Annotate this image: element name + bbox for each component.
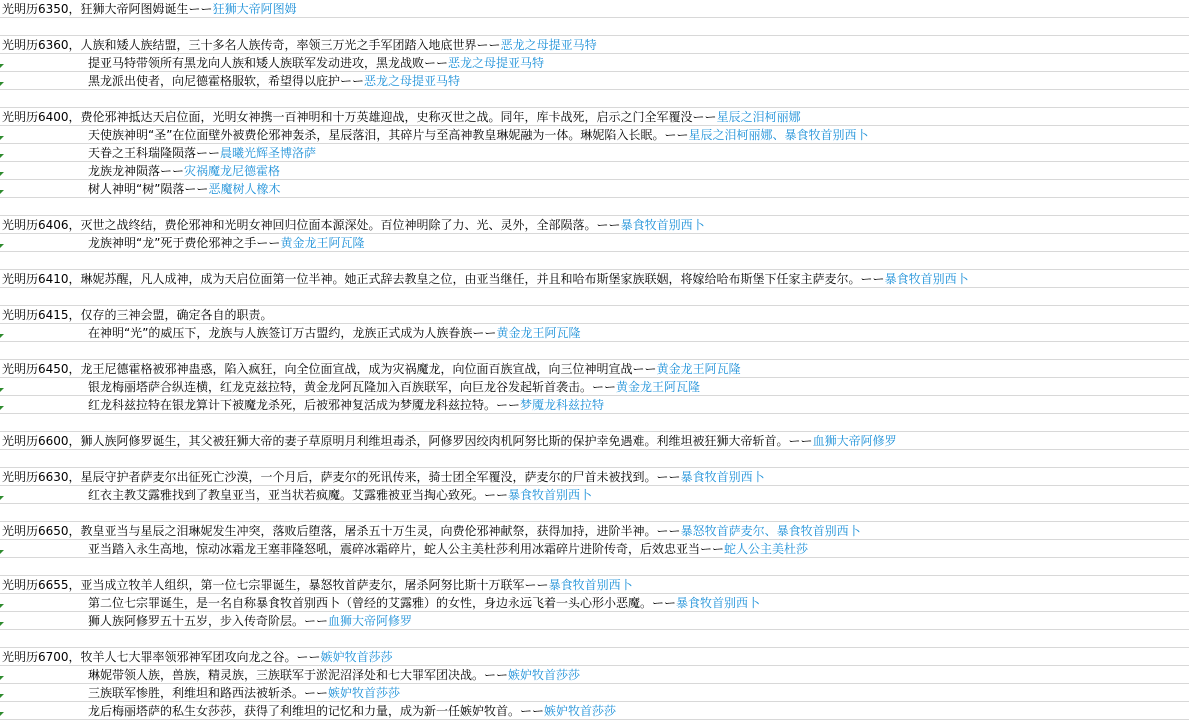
row-content <box>2 468 765 486</box>
character-link[interactable]: 黄金龙王阿瓦隆 <box>616 380 701 394</box>
cell-comment-marker-icon <box>0 82 4 86</box>
year-label: 光明历6415， <box>2 308 81 322</box>
timeline-row[interactable] <box>0 432 1189 450</box>
blank-row[interactable] <box>0 90 1189 108</box>
character-link[interactable]: 暴食牧首别西卜 <box>676 596 761 610</box>
timeline-row[interactable] <box>0 324 1189 342</box>
character-link[interactable]: 暴食牧首别西卜 <box>548 578 633 592</box>
row-content <box>2 576 633 594</box>
event-text: 人族和矮人族结盟，三十多名人族传奇，率领三万光之手军团踏入地底世界ーー <box>80 38 501 52</box>
row-content <box>88 144 316 162</box>
character-link[interactable]: 暴食牧首别西卜 <box>680 470 765 484</box>
row-content <box>2 360 741 378</box>
row-content <box>2 0 297 18</box>
row-content <box>88 180 280 198</box>
event-text: 在神明“光”的威压下，龙族与人族签订万古盟约，龙族正式成为人族眷族ーー <box>88 326 497 340</box>
year-label: 光明历6600， <box>2 434 81 448</box>
character-link[interactable]: 黄金龙王阿瓦隆 <box>656 362 741 376</box>
year-label: 光明历6360， <box>2 38 81 52</box>
event-text: 琳妮带领人族，兽族，精灵族，三族联军于淤泥沼泽处和七大罪军团决战。ーー <box>88 668 509 682</box>
character-link[interactable]: 星辰之泪柯丽娜 <box>716 110 801 124</box>
blank-row[interactable] <box>0 630 1189 648</box>
year-label: 光明历6350， <box>2 2 81 16</box>
event-text: 第二位七宗罪诞生，是一名自称暴食牧首别西卜（曾经的艾露雅）的女性，身边永远飞着一头心形小恶魔。ーー <box>88 596 677 610</box>
year-label: 光明历6700， <box>2 650 81 664</box>
timeline-row[interactable] <box>0 126 1189 144</box>
timeline-row[interactable] <box>0 468 1189 486</box>
row-content <box>88 324 580 342</box>
row-content <box>88 594 760 612</box>
event-text: 狮人族阿修罗五十五岁，步入传奇阶层。ーー <box>88 614 329 628</box>
timeline-row[interactable] <box>0 144 1189 162</box>
character-link[interactable]: 血狮大帝阿修罗 <box>328 614 413 628</box>
cell-comment-marker-icon <box>0 712 4 716</box>
cell-comment-marker-icon <box>0 496 4 500</box>
blank-row[interactable] <box>0 450 1189 468</box>
character-link[interactable]: 梦魇龙科兹拉特 <box>520 398 605 412</box>
row-content <box>88 702 616 720</box>
year-label: 光明历6450， <box>2 362 81 376</box>
row-content <box>88 162 280 180</box>
row-content <box>2 648 393 666</box>
blank-row[interactable] <box>0 18 1189 36</box>
character-link[interactable]: 嫉妒牧首莎莎 <box>320 650 393 664</box>
timeline-row[interactable] <box>0 702 1189 720</box>
timeline-row[interactable] <box>0 216 1189 234</box>
timeline-row[interactable] <box>0 594 1189 612</box>
event-text: 银龙梅丽塔萨合纵连横，红龙克兹拉特，黄金龙阿瓦隆加入百族联军，向巨龙谷发起斩首袭击。ーー <box>88 380 617 394</box>
event-text: 亚当成立牧羊人组织，第一位七宗罪诞生，暴怒牧首萨麦尔，屠杀阿努比斯十万联军ーー <box>80 578 549 592</box>
character-link[interactable]: 暴食牧首别西卜 <box>508 488 593 502</box>
character-link[interactable]: 灾祸魔龙尼德霍格 <box>184 164 281 178</box>
timeline-row[interactable] <box>0 234 1189 252</box>
blank-row[interactable] <box>0 198 1189 216</box>
event-text: 红龙科兹拉特在银龙算计下被魔龙杀死，后被邪神复活成为梦魇龙科兹拉特。ーー <box>88 398 521 412</box>
blank-row[interactable] <box>0 414 1189 432</box>
row-content <box>2 216 705 234</box>
event-text: 灭世之战终结，费伦邪神和光明女神回归位面本源深处。百位神明除了力、光、灵外，全部陨落。ーー <box>80 218 621 232</box>
character-link[interactable]: 恶龙之母提亚马特 <box>448 56 545 70</box>
event-text: 龙族神明“龙”死于费伦邪神之手ーー <box>88 236 281 250</box>
character-link[interactable]: 嫉妒牧首莎莎 <box>328 686 401 700</box>
cell-comment-marker-icon <box>0 550 4 554</box>
timeline-row[interactable] <box>0 54 1189 72</box>
row-content <box>88 612 412 630</box>
cell-comment-marker-icon <box>0 190 4 194</box>
cell-comment-marker-icon <box>0 676 4 680</box>
cell-comment-marker-icon <box>0 136 4 140</box>
event-text: 狮人族阿修罗诞生，其父被狂狮大帝的妻子草原明月利维坦毒杀，阿修罗因绞肉机阿努比斯的保护幸免遇难。利维坦被狂狮大帝斩首。ーー <box>80 434 813 448</box>
row-content <box>88 396 604 414</box>
timeline-row[interactable] <box>0 108 1189 126</box>
timeline-row[interactable] <box>0 72 1189 90</box>
timeline-row[interactable] <box>0 522 1189 540</box>
event-text: 仅存的三神会盟，确定各自的职责。 <box>80 308 273 322</box>
blank-row[interactable] <box>0 252 1189 270</box>
event-text: 龙族龙神陨落ーー <box>88 164 185 178</box>
event-text: 亚当踏入永生高地，惊动冰霜龙王塞菲隆怒吼，震碎冰霜碎片，蛇人公主美杜莎利用冰霜碎片进阶传奇，后效忠亚当ーー <box>88 542 725 556</box>
event-text: 天使族神明“圣”在位面壁外被费伦邪神轰杀，星辰落泪，其碎片与至高神教皇琳妮融为一体。琳妮陷入长眠。ーー <box>88 128 689 142</box>
row-content <box>88 54 544 72</box>
cell-comment-marker-icon <box>0 622 4 626</box>
row-content <box>88 126 868 144</box>
row-content <box>2 270 969 288</box>
timeline-row[interactable] <box>0 540 1189 558</box>
event-text: 教皇亚当与星辰之泪琳妮发生冲突，落败后堕落，屠杀五十万生灵，向费伦邪神献祭，获得加持，进阶半神。ーー <box>80 524 681 538</box>
timeline-row[interactable] <box>0 396 1189 414</box>
cell-comment-marker-icon <box>0 172 4 176</box>
event-text: 天眷之王科瑞隆陨落ーー <box>88 146 221 160</box>
character-link[interactable]: 暴食牧首别西卜 <box>620 218 705 232</box>
timeline-row[interactable] <box>0 486 1189 504</box>
timeline-row[interactable] <box>0 378 1189 396</box>
event-text: 红衣主教艾露雅找到了教皇亚当，亚当状若疯魔。艾露雅被亚当掏心致死。ーー <box>88 488 509 502</box>
character-link[interactable]: 星辰之泪柯丽娜、暴食牧首别西卜 <box>688 128 869 142</box>
event-text: 龙后梅丽塔萨的私生女莎莎，获得了利维坦的记忆和力量，成为新一任嫉妒牧首。ーー <box>88 704 545 718</box>
row-content <box>2 108 801 126</box>
character-link[interactable]: 暴食牧首别西卜 <box>884 272 969 286</box>
timeline-row[interactable] <box>0 684 1189 702</box>
row-content <box>88 486 592 504</box>
cell-comment-marker-icon <box>0 244 4 248</box>
year-label: 光明历6406， <box>2 218 81 232</box>
character-link[interactable]: 晨曦光辉圣博洛萨 <box>220 146 317 160</box>
character-link[interactable]: 血狮大帝阿修罗 <box>812 434 897 448</box>
row-content <box>2 522 861 540</box>
timeline-row[interactable] <box>0 612 1189 630</box>
year-label: 光明历6410， <box>2 272 81 286</box>
timeline-row[interactable] <box>0 36 1189 54</box>
event-text: 琳妮苏醒，凡人成神，成为天启位面第一位半神。她正式辞去教皇之位，由亚当继任，并且和哈布斯堡家族联姻，将嫁给哈布斯堡下任家主萨麦尔。ーー <box>80 272 885 286</box>
row-content <box>2 306 273 324</box>
timeline-row[interactable] <box>0 270 1189 288</box>
row-content <box>88 72 460 90</box>
character-link[interactable]: 恶龙之母提亚马特 <box>500 38 597 52</box>
timeline-row[interactable] <box>0 576 1189 594</box>
timeline-row[interactable] <box>0 648 1189 666</box>
character-link[interactable]: 暴怒牧首萨麦尔、暴食牧首别西卜 <box>680 524 861 538</box>
year-label: 光明历6655， <box>2 578 81 592</box>
row-content <box>88 540 808 558</box>
character-link[interactable]: 嫉妒牧首莎莎 <box>508 668 581 682</box>
blank-row[interactable] <box>0 288 1189 306</box>
row-content <box>88 684 400 702</box>
event-text: 狂狮大帝阿图姆诞生ーー <box>80 2 213 16</box>
row-content <box>2 36 597 54</box>
blank-row[interactable] <box>0 504 1189 522</box>
character-link[interactable]: 狂狮大帝阿图姆 <box>212 2 297 16</box>
cell-comment-marker-icon <box>0 406 4 410</box>
blank-row[interactable] <box>0 342 1189 360</box>
cell-comment-marker-icon <box>0 388 4 392</box>
character-link[interactable]: 蛇人公主美杜莎 <box>724 542 809 556</box>
cell-comment-marker-icon <box>0 154 4 158</box>
character-link[interactable]: 恶魔树人橡木 <box>208 182 281 196</box>
row-content <box>2 432 897 450</box>
event-text: 黑龙派出使者，向尼德霍格服软，希望得以庇护ーー <box>88 74 365 88</box>
event-text: 树人神明“树”陨落ーー <box>88 182 209 196</box>
row-content <box>88 378 700 396</box>
cell-comment-marker-icon <box>0 334 4 338</box>
row-content <box>88 666 580 684</box>
timeline-row[interactable] <box>0 162 1189 180</box>
year-label: 光明历6400， <box>2 110 81 124</box>
character-link[interactable]: 嫉妒牧首莎莎 <box>544 704 617 718</box>
character-link[interactable]: 恶龙之母提亚马特 <box>364 74 461 88</box>
character-link[interactable]: 黄金龙王阿瓦隆 <box>496 326 581 340</box>
cell-comment-marker-icon <box>0 694 4 698</box>
row-content <box>88 234 364 252</box>
timeline-row[interactable] <box>0 180 1189 198</box>
timeline-row[interactable] <box>0 666 1189 684</box>
event-text: 牧羊人七大罪率领邪神军团攻向龙之谷。ーー <box>80 650 321 664</box>
event-text: 三族联军惨胜，利维坦和路西法被斩杀。ーー <box>88 686 329 700</box>
timeline-row[interactable] <box>0 0 1189 18</box>
event-text: 提亚马特带领所有黑龙向人族和矮人族联军发动进攻，黑龙战败ーー <box>88 56 449 70</box>
year-label: 光明历6650， <box>2 524 81 538</box>
event-text: 费伦邪神抵达天启位面，光明女神携一百神明和十万英雄迎战，史称灭世之战。同年，库卡战死，启示之门全军覆没ーー <box>80 110 717 124</box>
year-label: 光明历6630， <box>2 470 81 484</box>
timeline-row[interactable] <box>0 306 1189 324</box>
blank-row[interactable] <box>0 558 1189 576</box>
event-text: 龙王尼德霍格被邪神蛊惑，陷入疯狂，向全位面宣战，成为灾祸魔龙，向位面百族宣战，向三位神明宣战ーー <box>80 362 657 376</box>
cell-comment-marker-icon <box>0 64 4 68</box>
character-link[interactable]: 黄金龙王阿瓦隆 <box>280 236 365 250</box>
event-text: 星辰守护者萨麦尔出征死亡沙漠，一个月后，萨麦尔的死讯传来，骑士团全军覆没，萨麦尔的尸首未被找到。ーー <box>80 470 681 484</box>
cell-comment-marker-icon <box>0 604 4 608</box>
timeline-row[interactable] <box>0 360 1189 378</box>
